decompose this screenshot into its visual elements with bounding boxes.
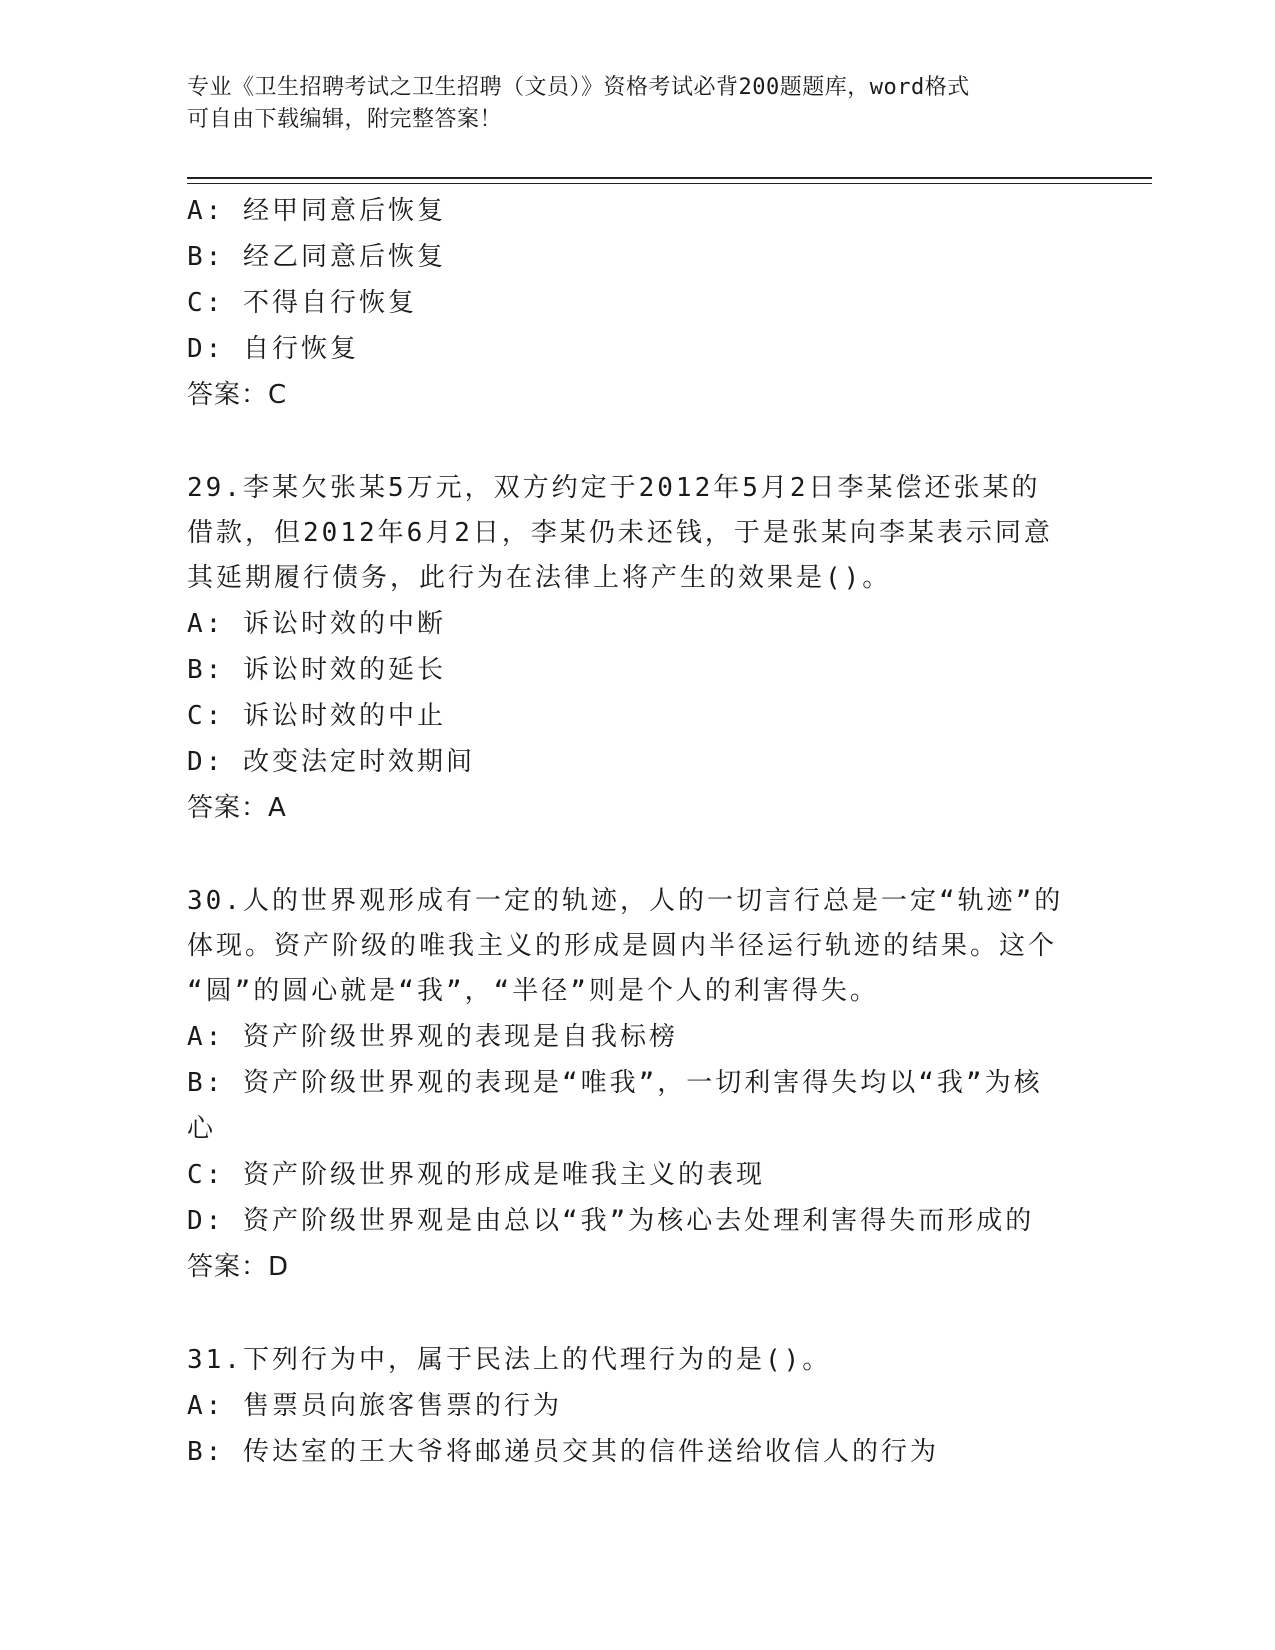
answer-label: 答案：C: [187, 380, 288, 410]
option-c: C: 诉讼时效的中止: [187, 701, 446, 731]
option-a: A: 诉讼时效的中断: [187, 609, 446, 639]
document-header: [187, 72, 1067, 136]
header-divider-thin: [187, 183, 1152, 184]
option-d: D: 资产阶级世界观是由总以“我”为核心去处理利害得失而形成的: [187, 1206, 1035, 1236]
question-block-30: [187, 879, 1087, 1290]
question-block-31: [187, 1338, 1087, 1475]
question-text-line: 30.人的世界观形成有一定的轨迹，人的一切言行总是一定“轨迹”的: [187, 886, 1064, 916]
header-title-line-2: 可自由下载编辑，附完整答案！: [187, 107, 503, 132]
spacer: [187, 1290, 1087, 1338]
option-b: B: 资产阶级世界观的表现是“唯我”，一切利害得失均以“我”为核: [187, 1068, 1043, 1098]
document-body: [187, 188, 1087, 1475]
option-b: B: 经乙同意后恢复: [187, 242, 446, 272]
question-block-prev: [187, 188, 1087, 418]
option-b-continued: 心: [187, 1114, 217, 1144]
header-divider-thick: [187, 177, 1152, 179]
question-text-line: 体现。资产阶级的唯我主义的形成是圆内半径运行轨迹的结果。这个: [187, 931, 1058, 961]
question-text-line: 借款，但2012年6月2日，李某仍未还钱，于是张某向李某表示同意: [187, 518, 1053, 548]
question-block-29: [187, 466, 1087, 831]
option-c: C: 不得自行恢复: [187, 288, 417, 318]
option-a: A: 资产阶级世界观的表现是自我标榜: [187, 1022, 678, 1052]
question-text-line: 其延期履行债务，此行为在法律上将产生的效果是()。: [187, 563, 892, 593]
option-a: A: 售票员向旅客售票的行为: [187, 1391, 562, 1421]
header-title-line-1: 专业《卫生招聘考试之卫生招聘（文员）》资格考试必背200题题库，word格式: [187, 75, 970, 100]
spacer: [187, 831, 1087, 879]
option-b: B: 诉讼时效的延长: [187, 655, 446, 685]
answer-label: 答案：D: [187, 1252, 290, 1282]
option-c: C: 资产阶级世界观的形成是唯我主义的表现: [187, 1160, 765, 1190]
spacer: [187, 418, 1087, 466]
option-b: B: 传达室的王大爷将邮递员交其的信件送给收信人的行为: [187, 1437, 939, 1467]
question-text-line: “圆”的圆心就是“我”，“半径”则是个人的利害得失。: [187, 976, 879, 1006]
question-text-line: 29.李某欠张某5万元，双方约定于2012年5月2日李某偿还张某的: [187, 473, 1041, 503]
answer-label: 答案：A: [187, 793, 287, 823]
option-d: D: 自行恢复: [187, 334, 359, 364]
option-a: A: 经甲同意后恢复: [187, 196, 446, 226]
question-text-line: 31.下列行为中，属于民法上的代理行为的是()。: [187, 1345, 832, 1375]
option-d: D: 改变法定时效期间: [187, 747, 475, 777]
